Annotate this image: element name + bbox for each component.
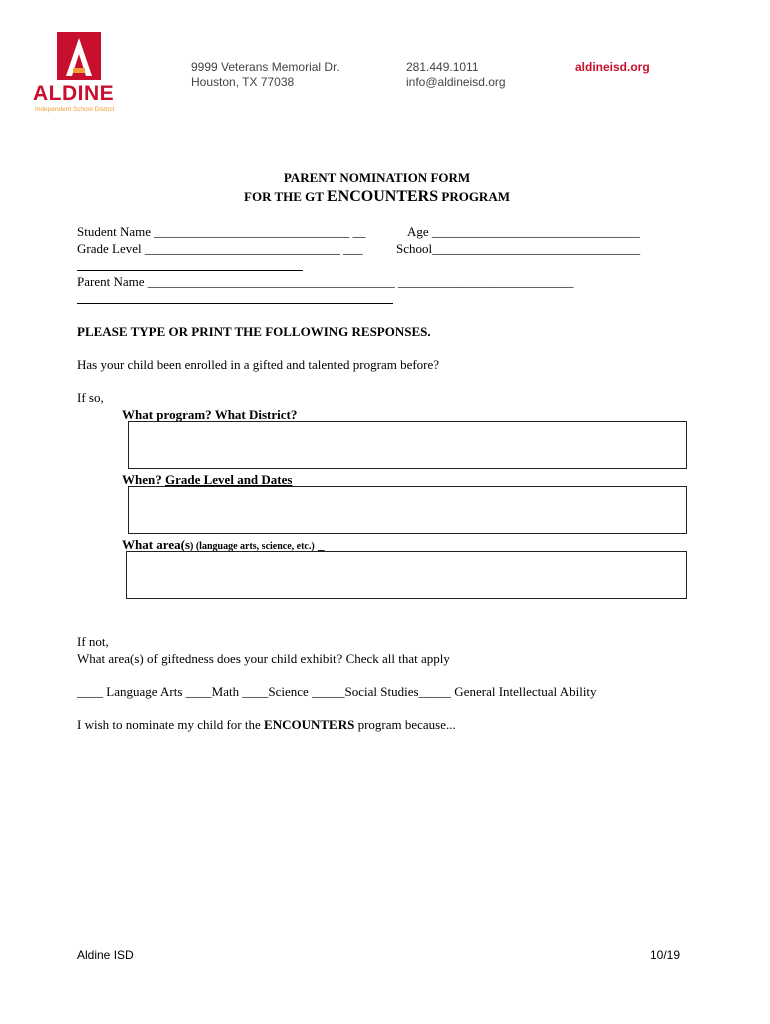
contact-block (406, 60, 506, 90)
areas-suffix: _ (314, 537, 325, 552)
aldine-logo (30, 30, 130, 120)
nomination-prefix: I wish to nominate my child for the (77, 717, 265, 732)
address-block (191, 60, 340, 90)
question-giftedness-areas: What area(s) of giftedness does your child exhibit? Check all that apply (77, 651, 450, 666)
form-title-line-1: PARENT NOMINATION FORM (283, 170, 471, 185)
form-title-line-2 (0, 188, 754, 206)
grade-level-field[interactable]: Grade Level ______________________________ ___ (77, 241, 363, 256)
title-suffix: PROGRAM (438, 189, 510, 204)
phone-number: 281.449.1011 (406, 60, 479, 74)
footer-left: Aldine ISD (77, 948, 134, 962)
title-prefix: FOR THE GT (244, 189, 327, 204)
title-emphasis: ENCOUNTERS (326, 188, 439, 205)
parent-name-continuation-line[interactable] (77, 291, 393, 304)
nomination-suffix: program because... (354, 717, 456, 732)
age-field[interactable]: Age ________________________________ (407, 224, 640, 239)
website-link[interactable]: aldineisd.org (575, 60, 650, 74)
school-field[interactable]: School________________________________ (396, 241, 641, 256)
parent-name-field[interactable]: Parent Name ______________________________________ ___________________________ (77, 274, 574, 289)
areas-hint: ) (language arts, science, etc.) (190, 541, 315, 552)
nomination-emphasis: ENCOUNTERS (264, 717, 355, 732)
aldine-a-icon (30, 30, 130, 90)
grade-dates-input[interactable] (128, 486, 687, 534)
areas-prefix: What area(s (122, 537, 191, 552)
when-underlined: Grade Level and Dates (164, 472, 293, 487)
program-district-label: What program? What District? (122, 407, 298, 422)
logo-wordmark: ALDINE (33, 82, 115, 105)
when-prefix: When? (122, 472, 165, 487)
if-so-label: If so, (77, 390, 104, 405)
student-name-field[interactable]: Student Name ______________________________ __ (77, 224, 366, 239)
address-line-1: 9999 Veterans Memorial Dr. (191, 60, 340, 74)
school-continuation-line[interactable] (77, 258, 303, 271)
nomination-statement (77, 716, 456, 733)
footer-right: 10/19 (649, 948, 680, 962)
giftedness-checklist[interactable]: ____ Language Arts ____Math ____Science _____Social Studies_____ General Intellectual Ability (77, 684, 597, 699)
program-district-input[interactable] (128, 421, 687, 469)
instructions-heading: PLEASE TYPE OR PRINT THE FOLLOWING RESPONSES. (77, 324, 431, 339)
if-not-label: If not, (77, 634, 109, 649)
areas-input[interactable] (126, 551, 687, 599)
email-address: info@aldineisd.org (406, 75, 506, 89)
logo-tagline: Independent School District (35, 106, 115, 113)
address-line-2: Houston, TX 77038 (191, 75, 295, 89)
question-prior-enrollment: Has your child been enrolled in a gifted and talented program before? (77, 357, 440, 372)
